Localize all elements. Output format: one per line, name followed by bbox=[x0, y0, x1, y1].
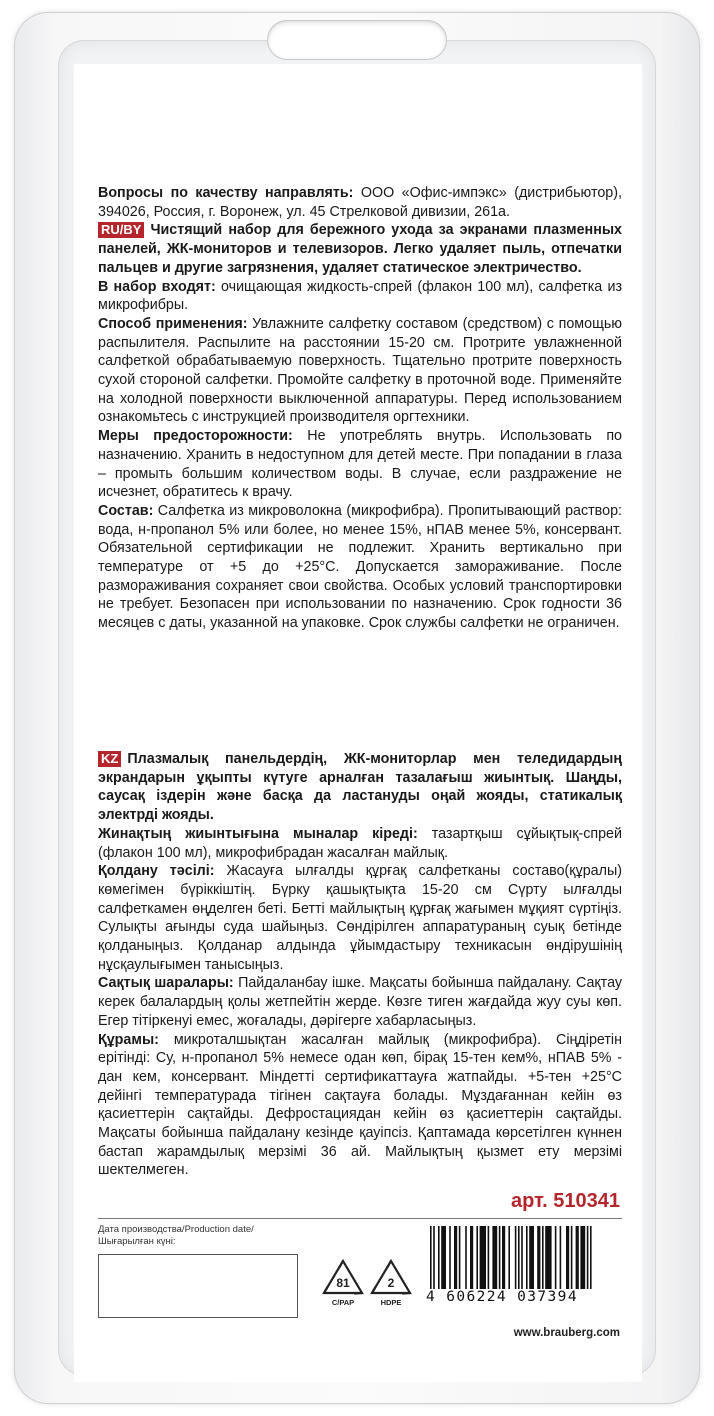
kz-usage-paragraph: Қолдану тәсілі: Жасауға ылғалды құрғақ салфетканы составо(құралы) көмегімен бүріккіштің. Бүрку қашықтықта 15-20 см Сүрту ылғалды салфеткамен өңделген беті. Бетті майлықтың құрғақ жағымен мұқият сүртіңіз. Сулықты ағынды суда шайыңыз. Сөндірілген аппаратураның суық бетінде қолданыңыз. Қолданар алдында ұйымдастыру техникасын өндірушінің нұсқаулығымен танысыңыз. bbox=[98, 863, 622, 973]
website-url: www.brauberg.com bbox=[513, 1327, 620, 1339]
kz-kit-paragraph: Жинақтың жиынтығына мыналар кіреді: тазартқыш сұйықтық-спрей (флакон 100 мл), микрофибрадан жасалған майлық. bbox=[98, 825, 622, 861]
kz-safety-paragraph: Сақтық шаралары: Пайдаланбау ішке. Мақсаты бойынша пайдалану. Сақтау керек балалардың қолы жетпейтін жерде. Көзге тиген жағдайда жуу суы көп. Егер тітіркенуі емес, жоғалады, дәрігерге хабарласыңыз. bbox=[98, 975, 623, 1029]
back-label-card bbox=[74, 64, 642, 1382]
ru-usage-paragraph: Способ применения: Увлажните салфетку составом (средством) с помощью распылителя. Распылите на расстоянии 15-20 см. Протрите увлажненной салфеткой обрабатываемую поверхность. Тщательно протрите поверхность сухой стороной салфетки. Промойте салфетку в проточной воде. Применяйте на холодной поверхности выключенной аппаратуры. Перед использованием ознакомьтесь с инструкцией производителя оргтехники. bbox=[98, 315, 622, 426]
footer-divider bbox=[98, 1218, 622, 1219]
recycle-paper-mark: 81 C/PAP bbox=[318, 1258, 368, 1320]
hang-hole bbox=[267, 20, 447, 60]
recycle-triangle-icon bbox=[321, 1258, 365, 1298]
kz-section bbox=[98, 750, 622, 1180]
ru-safety-paragraph: Меры предосторожности: Не употреблять внутрь. Использовать по назначению. Хранить в недоступном для детей месте. При попадании в глаза – промыть большим количеством воды. В случае, если раздражение не исчезнет, обратитесь к врачу. bbox=[98, 428, 622, 501]
quality-contact-paragraph: Вопросы по качеству направлять: ООО «Офис-импэкс» (дистрибьютор), 394026, Россия, г. Воронеж, ул. 45 Стрелковой дивизии, 261а. bbox=[98, 185, 622, 220]
production-date-label: Дата производства/Production date/ Шығарылған күні: bbox=[98, 1224, 254, 1247]
kz-language-tag: KZ bbox=[98, 751, 121, 767]
recycle-triangle-icon bbox=[369, 1258, 413, 1298]
kz-composition-paragraph: Құрамы: микроталшықтан жасалған майлық (микрофибра). Сіңдіретін ерітінді: Су, н-пропанол 5% немесе одан көп, бірақ 15-тен кем%, нПАВ 5% - дан кем, консервант. Міндетті сертификаттауға жатпайды. +5-тен +25°C дейінгі температурада тігінен сақтауға болады. Мұздағаннан кейін өз қасиеттерін сақтайды. Дефростациядан кейін өз қасиеттерін сақтайды. Мақсаты бойынша пайдалану кезінде қауіпсіз. Қаптамада көрсетілген күннен бастап жарамдылық мерзімі 36 ай. Майлықтың қызмет ету мерзімі шектелмеген. bbox=[98, 1031, 622, 1179]
recycle-1-code: 81 bbox=[336, 1276, 350, 1290]
production-date-box bbox=[98, 1254, 298, 1318]
ru-by-section bbox=[98, 184, 622, 744]
ru-composition-paragraph: Состав: Салфетка из микроволокна (микрофибра). Пропитывающий раствор: вода, н-пропанол 5% или более, но менее 15%, нПАВ менее 5%, консервант. Обязательной сертификации не подлежит. Хранить вертикально при температуре от +5 до +25°C. Допускается замораживание. После размораживания сохраняет свои свойства. Особых условий транспортировки не требует. Безопасен при использовании по назначению. Срок годности 36 месяцев с даты, указанной на упаковке. Срок службы салфетки не ограничен. bbox=[98, 502, 622, 632]
barcode-number: 4 606224 037394 bbox=[426, 1289, 626, 1305]
article-number: арт. 510341 bbox=[511, 1190, 620, 1212]
ru-kit-paragraph: В набор входят: очищающая жидкость-спрей (флакон 100 мл), салфетка из микрофибры. bbox=[98, 278, 622, 314]
kz-headline-paragraph: KZ Плазмалық панельдердің, ЖК-мониторлар мен теледидардың экрандарын ұқыпты күтуге арналған тазалағыш жиынтық. Шаңды, саусақ іздерін және басқа да ластануды оңай жояды, статикалық электрді жояды. bbox=[98, 751, 622, 824]
ru-headline-paragraph: RU/BY Чистящий набор для бережного ухода за экранами плазменных панелей, ЖК-мониторов и телевизоров. Легко удаляет пыль, отпечатки пальцев и другие загрязнения, удаляет статическое электричество. bbox=[98, 222, 622, 276]
recycle-2-code: 2 bbox=[387, 1276, 395, 1290]
ru-by-language-tag: RU/BY bbox=[98, 222, 144, 238]
recycle-hdpe-mark: 2 HDPE bbox=[366, 1258, 416, 1320]
